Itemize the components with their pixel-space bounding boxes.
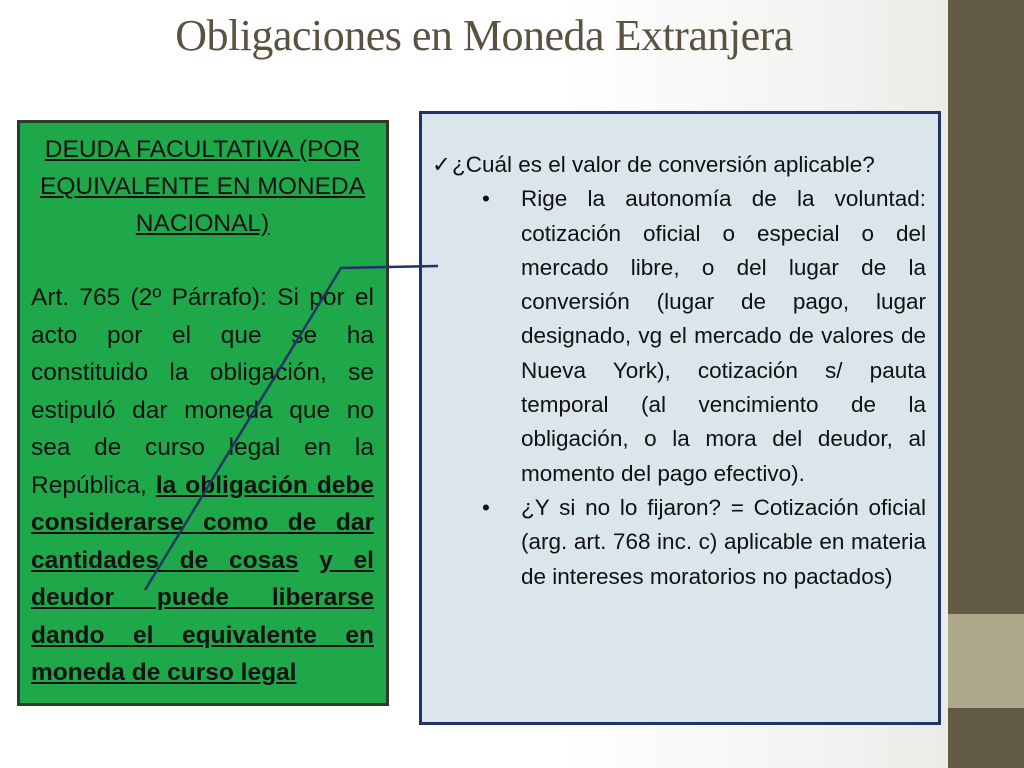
question-text: ¿Cuál es el valor de conversión aplicable? [452, 152, 875, 177]
side-bar-dark-bottom [948, 708, 1024, 768]
checkmark-icon: ✓ [432, 152, 451, 177]
deuda-facultativa-panel [17, 120, 389, 706]
side-bar-light [948, 614, 1024, 708]
article-text [31, 279, 374, 692]
side-bar-dark [948, 0, 1024, 614]
list-item [432, 182, 926, 491]
bullet-text: Rige la autonomía de la voluntad: cotización oficial o especial o del mercado libre, o del lugar de la conversión (lugar de pago, lugar designado, vg el mercado de valores de Nueva York), cotización s/ pauta temporal (al vencimiento de la obligación, o la mora del deudor, al momento del pago efectivo). [521, 186, 926, 486]
list-item [432, 491, 926, 594]
bullet-dot-icon: • [482, 186, 490, 212]
bullet-dot-icon: • [482, 494, 490, 520]
article-text-plain: Art. 765 (2º Párrafo): Si por el acto por el que se ha constituido la obligación, se estipuló dar moneda que no sea de curso legal en la República, [31, 284, 374, 499]
conversion-question [432, 148, 926, 182]
article-text-bold-2: y el deudor puede liberarse dando el equivalente en moneda de curso legal [31, 546, 374, 686]
conversion-panel [419, 111, 941, 725]
bullet-text: ¿Y si no lo fijaron? = Cotización oficial (arg. art. 768 inc. c) aplicable en materia de intereses moratorios no pactados) [521, 494, 926, 589]
slide-title: Obligaciones en Moneda Extranjera [175, 11, 793, 60]
panel-heading: DEUDA FACULTATIVA (POR EQUIVALENTE EN MONEDA NACIONAL) [40, 136, 365, 237]
bullet-list [432, 182, 926, 594]
article-text-bold-1: la obligación debe considerarse como de dar cantidades de cosas [31, 471, 374, 574]
